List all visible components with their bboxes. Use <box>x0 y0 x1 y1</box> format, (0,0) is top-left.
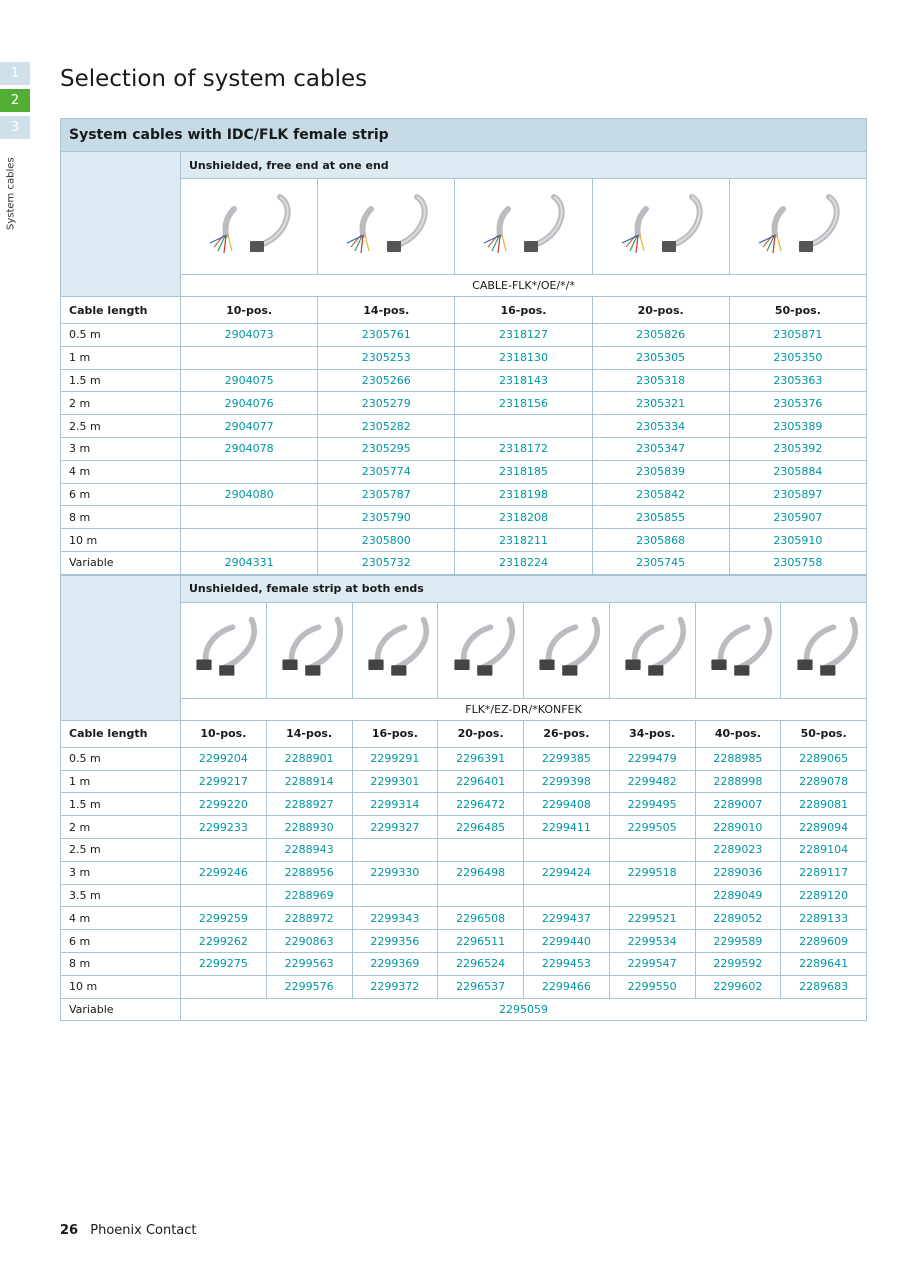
order-number-link[interactable]: 2299495 <box>609 793 695 816</box>
order-number-link[interactable]: 2296401 <box>438 770 524 793</box>
order-number-link[interactable]: 2299259 <box>181 907 267 930</box>
table-row <box>61 838 867 861</box>
order-number-link[interactable]: 2305800 <box>318 529 455 552</box>
order-number-link[interactable]: 2318211 <box>455 529 592 552</box>
order-number-link[interactable]: 2299291 <box>352 747 438 770</box>
table-row <box>61 975 867 998</box>
cable-length-cell: 2.5 m <box>61 415 181 438</box>
cable-image <box>614 608 690 692</box>
cable-length-cell: 4 m <box>61 460 181 483</box>
order-number-link[interactable]: 2299592 <box>695 952 781 975</box>
positions-header: 50-pos. <box>729 297 866 324</box>
order-number-link[interactable]: 2288998 <box>695 770 781 793</box>
order-number-link[interactable]: 2299482 <box>609 770 695 793</box>
order-number-link[interactable]: 2305392 <box>729 437 866 460</box>
table1-body <box>61 324 867 575</box>
positions-header: 16-pos. <box>455 297 592 324</box>
product-image-cell <box>781 602 867 698</box>
order-number-link <box>181 346 318 369</box>
publisher-name: Phoenix Contact <box>90 1223 197 1238</box>
table1-subtitle: Unshielded, free end at one end <box>181 152 867 179</box>
order-number-link[interactable]: 2289007 <box>695 793 781 816</box>
order-number-link[interactable]: 2305321 <box>592 392 729 415</box>
order-number-link[interactable]: 2296498 <box>438 861 524 884</box>
order-number-link[interactable]: 2305334 <box>592 415 729 438</box>
order-number-link[interactable]: 2299518 <box>609 861 695 884</box>
positions-header: 14-pos. <box>266 720 352 747</box>
table-row <box>61 861 867 884</box>
cable-image <box>606 185 716 269</box>
order-number-link[interactable]: 2299327 <box>352 816 438 839</box>
order-number-link[interactable]: 2289094 <box>781 816 867 839</box>
order-number-link[interactable]: 2305884 <box>729 460 866 483</box>
order-number-link <box>609 884 695 907</box>
order-number-link[interactable]: 2288943 <box>266 838 352 861</box>
table-row <box>61 346 867 369</box>
order-number-link[interactable]: 2305318 <box>592 369 729 392</box>
order-number-link[interactable]: 2299505 <box>609 816 695 839</box>
table-row <box>61 930 867 953</box>
order-number-link[interactable]: 2299440 <box>524 930 610 953</box>
order-number-link[interactable]: 2305266 <box>318 369 455 392</box>
table-row <box>61 884 867 907</box>
order-number-link[interactable]: 2318172 <box>455 437 592 460</box>
table1-product-code: CABLE-FLK*/OE/*/* <box>181 275 867 297</box>
order-number-link[interactable]: 2305907 <box>729 506 866 529</box>
order-number-link[interactable]: 2305871 <box>729 324 866 347</box>
section-header-row <box>61 119 867 152</box>
order-number-link <box>609 838 695 861</box>
order-number-link[interactable]: 2305826 <box>592 324 729 347</box>
order-number-link[interactable]: 2305839 <box>592 460 729 483</box>
order-number-link[interactable]: 2305897 <box>729 483 866 506</box>
order-number-link[interactable]: 2288927 <box>266 793 352 816</box>
order-number-link[interactable]: 2288901 <box>266 747 352 770</box>
order-number-link[interactable]: 2295059 <box>181 998 867 1021</box>
order-number-link[interactable]: 2296511 <box>438 930 524 953</box>
chapter-tabs <box>0 62 30 143</box>
cable-length-cell: 0.5 m <box>61 747 181 770</box>
order-number-link[interactable]: 2318185 <box>455 460 592 483</box>
order-number-link[interactable]: 2289036 <box>695 861 781 884</box>
table-row <box>61 793 867 816</box>
order-number-link[interactable]: 2299424 <box>524 861 610 884</box>
cable-image <box>185 608 261 692</box>
order-number-link[interactable]: 2296508 <box>438 907 524 930</box>
table-row <box>61 324 867 347</box>
order-number-link[interactable]: 2299356 <box>352 930 438 953</box>
order-number-link[interactable]: 2318208 <box>455 506 592 529</box>
order-number-link[interactable]: 2305295 <box>318 437 455 460</box>
table-row <box>61 770 867 793</box>
table2-body <box>61 747 867 998</box>
order-number-link[interactable]: 2305868 <box>592 529 729 552</box>
side-section-label: System cables <box>5 157 17 230</box>
cable-length-cell: 6 m <box>61 930 181 953</box>
order-number-link[interactable]: 2289133 <box>781 907 867 930</box>
order-number-link[interactable]: 2289023 <box>695 838 781 861</box>
table-row <box>61 437 867 460</box>
positions-header: 20-pos. <box>438 720 524 747</box>
order-number-link[interactable]: 2289010 <box>695 816 781 839</box>
order-number-link[interactable]: 2318130 <box>455 346 592 369</box>
order-number-link[interactable]: 2318224 <box>455 551 592 574</box>
order-number-link <box>181 460 318 483</box>
blank-cell <box>61 575 181 720</box>
order-number-link[interactable]: 2299547 <box>609 952 695 975</box>
blank-cell <box>61 152 181 297</box>
cable-length-cell: 3 m <box>61 437 181 460</box>
order-number-link[interactable]: 2299385 <box>524 747 610 770</box>
column-header-row <box>61 720 867 747</box>
order-number-link[interactable]: 2296485 <box>438 816 524 839</box>
order-number-link[interactable]: 2904073 <box>181 324 318 347</box>
product-code-row <box>61 275 867 297</box>
cable-length-cell: 1.5 m <box>61 369 181 392</box>
order-number-link[interactable]: 2299576 <box>266 975 352 998</box>
order-number-link[interactable]: 2288972 <box>266 907 352 930</box>
order-number-link <box>352 838 438 861</box>
table-row <box>61 952 867 975</box>
order-number-link[interactable]: 2305774 <box>318 460 455 483</box>
order-number-link[interactable]: 2299563 <box>266 952 352 975</box>
cable-image <box>271 608 347 692</box>
order-number-link[interactable]: 2289117 <box>781 861 867 884</box>
order-number-link[interactable]: 2299233 <box>181 816 267 839</box>
table-row <box>61 998 867 1021</box>
section-title: System cables with IDC/FLK female strip <box>61 119 867 152</box>
order-number-link <box>438 884 524 907</box>
order-number-link[interactable]: 2305389 <box>729 415 866 438</box>
order-number-link[interactable]: 2296472 <box>438 793 524 816</box>
order-number-link[interactable]: 2289683 <box>781 975 867 998</box>
table2-product-code: FLK*/EZ-DR/*KONFEK <box>181 698 867 720</box>
order-number-link[interactable]: 2305758 <box>729 551 866 574</box>
order-number-link <box>181 975 267 998</box>
order-number-link[interactable]: 2288930 <box>266 816 352 839</box>
order-number-link[interactable]: 2299479 <box>609 747 695 770</box>
cable-image <box>443 608 519 692</box>
cable-length-cell: 1 m <box>61 770 181 793</box>
order-number-link[interactable]: 2289120 <box>781 884 867 907</box>
order-number-link[interactable]: 2299466 <box>524 975 610 998</box>
chapter-tab-1[interactable]: 1 <box>0 62 30 85</box>
order-number-link[interactable]: 2318143 <box>455 369 592 392</box>
product-image-cell <box>455 179 592 275</box>
column-header-row <box>61 297 867 324</box>
product-image-cell <box>266 602 352 698</box>
order-number-link[interactable]: 2299521 <box>609 907 695 930</box>
product-image-cell <box>729 179 866 275</box>
order-number-link[interactable]: 2299589 <box>695 930 781 953</box>
cable-image <box>357 608 433 692</box>
positions-header: 10-pos. <box>181 297 318 324</box>
order-number-link[interactable]: 2904078 <box>181 437 318 460</box>
order-number-link[interactable]: 2904077 <box>181 415 318 438</box>
order-number-link[interactable]: 2289104 <box>781 838 867 861</box>
order-number-link[interactable]: 2305363 <box>729 369 866 392</box>
chapter-tab-3[interactable]: 3 <box>0 116 30 139</box>
table-row <box>61 529 867 552</box>
order-number-link[interactable]: 2904080 <box>181 483 318 506</box>
cable-length-cell: 3 m <box>61 861 181 884</box>
order-number-link[interactable]: 2290863 <box>266 930 352 953</box>
order-number-link[interactable]: 2299246 <box>181 861 267 884</box>
positions-header: 20-pos. <box>592 297 729 324</box>
order-number-link[interactable]: 2299301 <box>352 770 438 793</box>
table-row <box>61 460 867 483</box>
page-title: Selection of system cables <box>60 66 368 92</box>
order-number-link[interactable]: 2318156 <box>455 392 592 415</box>
cable-length-cell: 6 m <box>61 483 181 506</box>
table-row <box>61 415 867 438</box>
order-number-link[interactable]: 2299398 <box>524 770 610 793</box>
positions-header: 14-pos. <box>318 297 455 324</box>
product-image-cell <box>695 602 781 698</box>
cable-length-cell: 1.5 m <box>61 793 181 816</box>
order-number-link[interactable]: 2305376 <box>729 392 866 415</box>
order-number-link[interactable]: 2299550 <box>609 975 695 998</box>
order-number-link[interactable]: 2288985 <box>695 747 781 770</box>
order-number-link[interactable]: 2305787 <box>318 483 455 506</box>
order-number-link[interactable]: 2299262 <box>181 930 267 953</box>
cable-length-cell: Variable <box>61 551 181 574</box>
order-number-link[interactable]: 2288914 <box>266 770 352 793</box>
cable-length-cell: 3.5 m <box>61 884 181 907</box>
table-row <box>61 506 867 529</box>
cable-image <box>786 608 862 692</box>
order-number-link <box>438 838 524 861</box>
order-number-link <box>181 506 318 529</box>
product-image-cell <box>438 602 524 698</box>
order-number-link[interactable]: 2299217 <box>181 770 267 793</box>
cable-length-cell: 4 m <box>61 907 181 930</box>
order-number-link[interactable]: 2305347 <box>592 437 729 460</box>
order-number-link[interactable]: 2289081 <box>781 793 867 816</box>
order-number-link[interactable]: 2299453 <box>524 952 610 975</box>
table-row <box>61 392 867 415</box>
order-number-link[interactable]: 2299602 <box>695 975 781 998</box>
order-number-link <box>181 529 318 552</box>
cable-length-cell: Variable <box>61 998 181 1021</box>
order-number-link[interactable]: 2299411 <box>524 816 610 839</box>
product-code-row <box>61 698 867 720</box>
subtitle-row <box>61 575 867 602</box>
order-number-link[interactable]: 2904075 <box>181 369 318 392</box>
order-number-link <box>181 838 267 861</box>
cable-length-header: Cable length <box>61 720 181 747</box>
product-image-cell <box>318 179 455 275</box>
table-row <box>61 483 867 506</box>
order-number-link[interactable]: 2289641 <box>781 952 867 975</box>
table2-subtitle: Unshielded, female strip at both ends <box>181 575 867 602</box>
product-image-cell <box>181 179 318 275</box>
cable-image <box>194 185 304 269</box>
order-number-link[interactable]: 2299204 <box>181 747 267 770</box>
table-row <box>61 551 867 574</box>
order-number-link[interactable]: 2296524 <box>438 952 524 975</box>
cable-length-cell: 10 m <box>61 529 181 552</box>
cable-selection-tables <box>60 118 867 1021</box>
order-number-link[interactable]: 2904331 <box>181 551 318 574</box>
order-number-link[interactable]: 2299314 <box>352 793 438 816</box>
product-image-cell <box>524 602 610 698</box>
cable-length-cell: 10 m <box>61 975 181 998</box>
cable-length-cell: 1 m <box>61 346 181 369</box>
positions-header: 16-pos. <box>352 720 438 747</box>
order-number-link[interactable]: 2318198 <box>455 483 592 506</box>
table-row <box>61 816 867 839</box>
cable-image <box>528 608 604 692</box>
order-number-link <box>524 884 610 907</box>
positions-header: 10-pos. <box>181 720 267 747</box>
positions-header: 40-pos. <box>695 720 781 747</box>
subtitle-row <box>61 152 867 179</box>
cable-length-cell: 8 m <box>61 506 181 529</box>
order-number-link[interactable]: 2299408 <box>524 793 610 816</box>
order-number-link[interactable]: 2299534 <box>609 930 695 953</box>
table-row <box>61 907 867 930</box>
order-number-link[interactable]: 2299372 <box>352 975 438 998</box>
cable-image <box>700 608 776 692</box>
chapter-tab-2[interactable]: 2 <box>0 89 30 112</box>
page-number: 26 <box>60 1223 79 1238</box>
order-number-link[interactable]: 2305279 <box>318 392 455 415</box>
order-number-link <box>181 884 267 907</box>
order-number-link[interactable]: 2289078 <box>781 770 867 793</box>
product-image-row <box>61 602 867 698</box>
cable-length-cell: 2 m <box>61 392 181 415</box>
order-number-link[interactable]: 2305732 <box>318 551 455 574</box>
cable-length-cell: 2 m <box>61 816 181 839</box>
order-number-link[interactable]: 2299275 <box>181 952 267 975</box>
order-number-link[interactable]: 2305745 <box>592 551 729 574</box>
cable-image <box>331 185 441 269</box>
table-row <box>61 747 867 770</box>
order-number-link[interactable]: 2318127 <box>455 324 592 347</box>
product-image-row <box>61 179 867 275</box>
order-number-link[interactable]: 2288969 <box>266 884 352 907</box>
order-number-link[interactable]: 2305910 <box>729 529 866 552</box>
order-number-link[interactable]: 2305282 <box>318 415 455 438</box>
order-number-link[interactable]: 2305855 <box>592 506 729 529</box>
order-number-link[interactable]: 2305350 <box>729 346 866 369</box>
order-number-link <box>524 838 610 861</box>
order-number-link[interactable]: 2299330 <box>352 861 438 884</box>
product-image-cell <box>592 179 729 275</box>
order-number-link[interactable]: 2289065 <box>781 747 867 770</box>
cable-length-header: Cable length <box>61 297 181 324</box>
order-number-link[interactable]: 2288956 <box>266 861 352 884</box>
order-number-link[interactable]: 2299369 <box>352 952 438 975</box>
product-image-cell <box>181 602 267 698</box>
order-number-link[interactable]: 2299437 <box>524 907 610 930</box>
order-number-link[interactable]: 2289609 <box>781 930 867 953</box>
order-number-link[interactable]: 2296537 <box>438 975 524 998</box>
order-number-link[interactable]: 2305305 <box>592 346 729 369</box>
order-number-link[interactable]: 2296391 <box>438 747 524 770</box>
order-number-link[interactable]: 2305253 <box>318 346 455 369</box>
table-row <box>61 369 867 392</box>
table-both-ends <box>60 575 867 1022</box>
order-number-link <box>352 884 438 907</box>
order-number-link[interactable]: 2305761 <box>318 324 455 347</box>
order-number-link[interactable]: 2289052 <box>695 907 781 930</box>
order-number-link[interactable]: 2305790 <box>318 506 455 529</box>
cable-length-cell: 2.5 m <box>61 838 181 861</box>
product-image-cell <box>352 602 438 698</box>
page-footer <box>60 1223 197 1238</box>
cable-length-cell: 8 m <box>61 952 181 975</box>
cable-image <box>743 185 853 269</box>
table-free-end <box>60 118 867 575</box>
product-image-cell <box>609 602 695 698</box>
order-number-link[interactable]: 2904076 <box>181 392 318 415</box>
cable-length-cell: 0.5 m <box>61 324 181 347</box>
order-number-link[interactable]: 2289049 <box>695 884 781 907</box>
order-number-link <box>455 415 592 438</box>
cable-image <box>468 185 578 269</box>
positions-header: 34-pos. <box>609 720 695 747</box>
positions-header: 50-pos. <box>781 720 867 747</box>
order-number-link[interactable]: 2299343 <box>352 907 438 930</box>
order-number-link[interactable]: 2305842 <box>592 483 729 506</box>
positions-header: 26-pos. <box>524 720 610 747</box>
order-number-link[interactable]: 2299220 <box>181 793 267 816</box>
